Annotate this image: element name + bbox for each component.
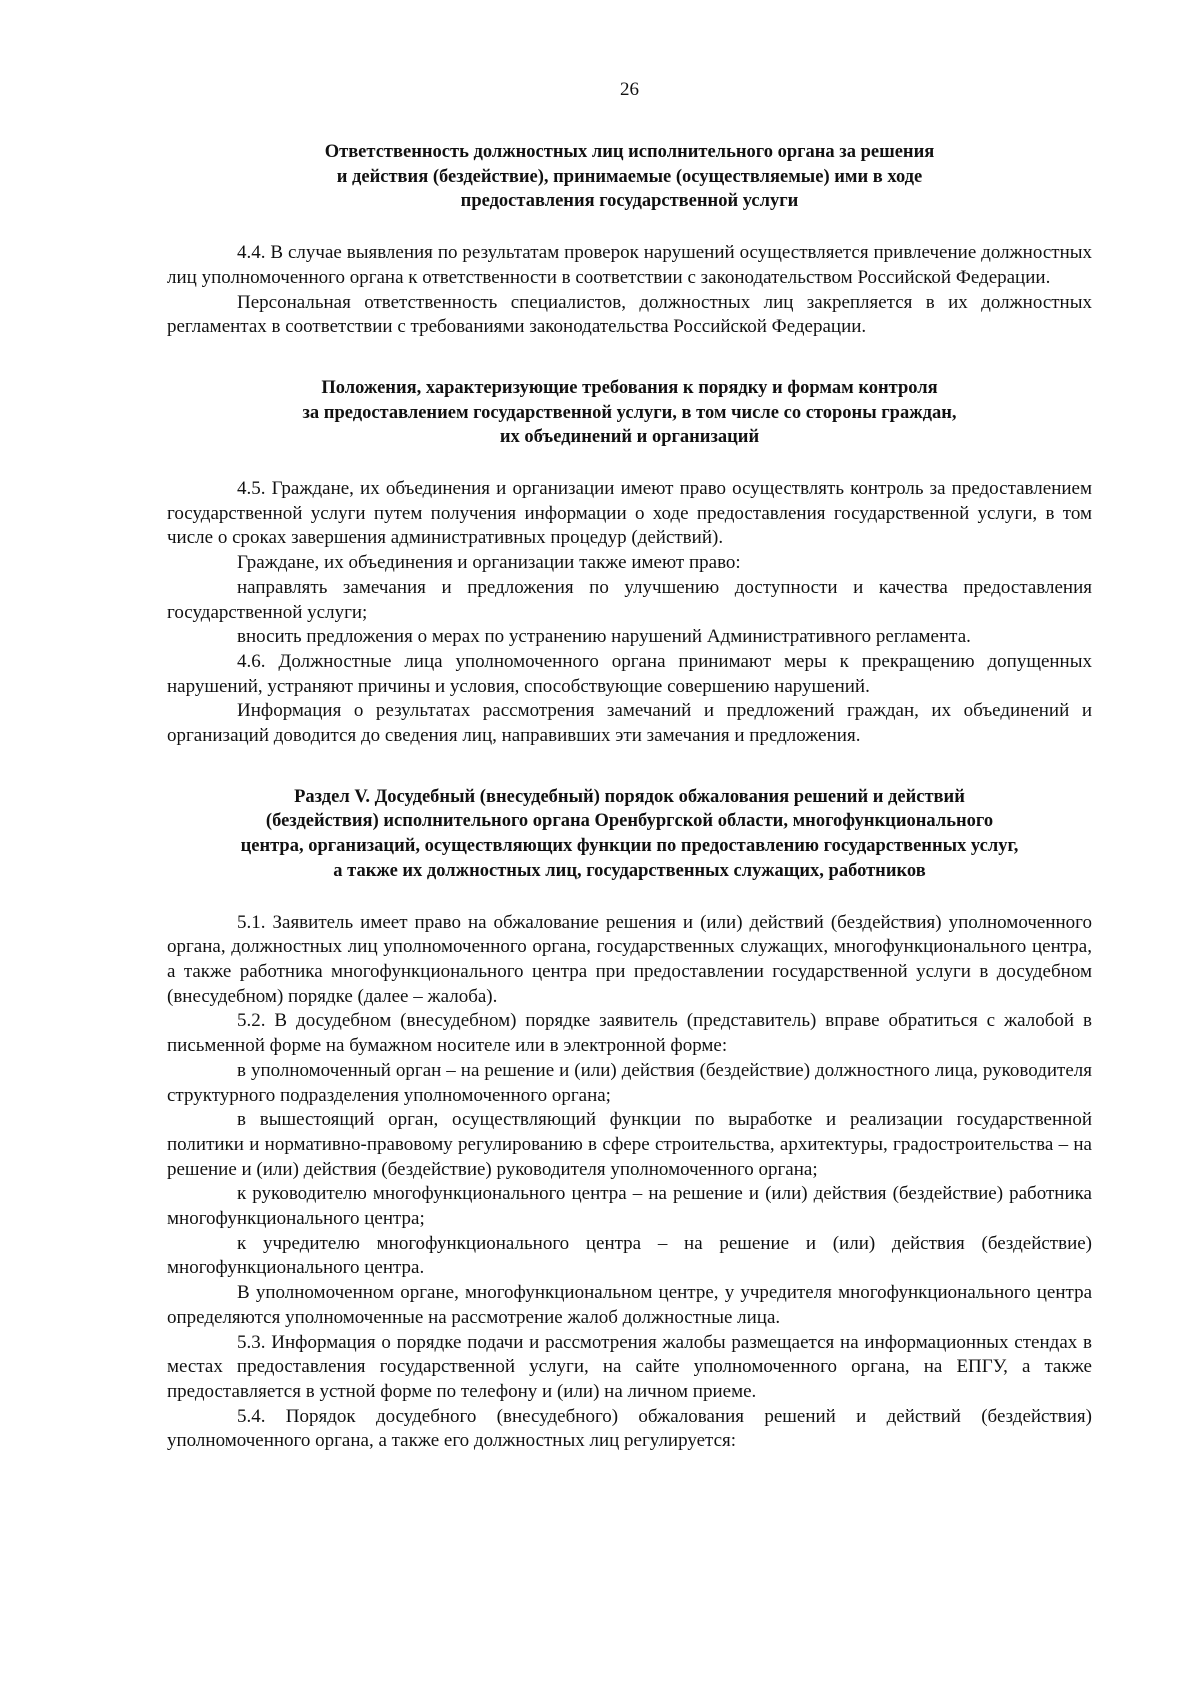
control-text: [167, 477, 1092, 749]
paragraph: Персональная ответственность специалистов, должностных лиц закрепляется в их должностных регламентах в соответствии с требованиями законодательства Российской Федерации.: [167, 291, 1092, 338]
paragraph: к учредителю многофункционального центра – на решение и (или) действия (бездействие) многофункционального центра.: [167, 1232, 1092, 1279]
heading-line: их объединений и организаций: [499, 427, 760, 448]
paragraph: 4.6. Должностные лица уполномоченного органа принимают меры к прекращению допущенных нарушений, устраняют причины и условия, способствующие совершению нарушений.: [167, 650, 1092, 697]
heading-line: и действия (бездействие), принимаемые (осуществляемые) ими в ходе: [336, 166, 923, 187]
paragraph: в уполномоченный орган – на решение и (или) действия (бездействие) должностного лица, руководителя структурного подразделения уполномоченного органа;: [167, 1059, 1092, 1106]
responsibility-text: [167, 241, 1092, 340]
paragraph: В уполномоченном органе, многофункциональном центре, у учредителя многофункционального центра определяются уполномоченные на рассмотрение жалоб должностные лица.: [167, 1282, 1092, 1328]
paragraph: 5.4. Порядок досудебного (внесудебного) обжалования решений и действий (бездействия) уполномоченного органа, а также его должностных лиц регулируется:: [167, 1405, 1092, 1452]
paragraph: направлять замечания и предложения по улучшению доступности и качества предоставления государственной услуги;: [167, 576, 1092, 623]
section-heading-control: [167, 376, 1092, 450]
paragraph: 5.1. Заявитель имеет право на обжалование решения и (или) действий (бездействия) уполномоченного органа, должностных лиц уполномоченного органа, государственных служащих, многофункционального центра, а также работника многофункционального центра при предоставлении государственной услуги в досудебном (внесудебном) порядке (далее – жалоба).: [167, 911, 1092, 1007]
heading-line: Ответственность должностных лиц исполнительного органа за решения: [324, 142, 935, 162]
heading-line: (бездействия) исполнительного органа Оренбургской области, многофункционального: [265, 811, 994, 832]
paragraph: 4.5. Граждане, их объединения и организации имеют право осуществлять контроль за предоставлением государственной услуги путем получения информации о ходе предоставления государственной услуги, в том числе о сроках завершения административных процедур (действий).: [167, 478, 1092, 549]
heading-line: предоставления государственной услуги: [460, 191, 799, 212]
heading-line: Положения, характеризующие требования к порядку и формам контроля: [321, 377, 938, 398]
paragraph: 4.4. В случае выявления по результатам проверок нарушений осуществляется привлечение должностных лиц уполномоченного органа к ответственности в соответствии с законодательством Российской Федерации.: [167, 242, 1092, 288]
paragraph: в вышестоящий орган, осуществляющий функции по выработке и реализации государственной политики и нормативно-правовому регулированию в сфере строительства, архитектуры, градостроительства – на решение и (или) действия (бездействие) руководителя уполномоченного органа;: [167, 1109, 1092, 1180]
paragraph: к руководителю многофункционального центра – на решение и (или) действия (бездействие) работника многофункционального центра;: [167, 1183, 1092, 1230]
appeal-text: [167, 911, 1092, 1454]
paragraph: 5.3. Информация о порядке подачи и рассмотрения жалобы размещается на информационных стендах в местах предоставления государственной услуги, на сайте уполномоченного органа, на ЕПГУ, а также предоставляется в устной форме по телефону и (или) на личном приеме.: [167, 1331, 1092, 1402]
paragraph: вносить предложения о мерах по устранению нарушений Административного регламента.: [237, 626, 971, 648]
heading-line: за предоставлением государственной услуги, в том числе со стороны граждан,: [302, 402, 957, 423]
heading-line: центра, организаций, осуществляющих функции по предоставлению государственных услуг,: [240, 836, 1019, 857]
paragraph: Граждане, их объединения и организации также имеют право:: [237, 552, 741, 574]
section-heading-appeal: [167, 785, 1092, 884]
heading-line: а также их должностных лиц, государственных служащих, работников: [333, 860, 926, 881]
heading-line: Раздел V. Досудебный (внесудебный) порядок обжалования решений и действий: [294, 786, 965, 807]
section-heading-responsibility: [167, 140, 1092, 214]
paragraph: 5.2. В досудебном (внесудебном) порядке заявитель (представитель) вправе обратиться с жалобой в письменной форме на бумажном носителе или в электронной форме:: [167, 1010, 1092, 1057]
paragraph: Информация о результатах рассмотрения замечаний и предложений граждан, их объединений и организаций доводится до сведения лиц, направивших эти замечания и предложения.: [167, 700, 1092, 747]
page-number: 26: [620, 79, 639, 100]
